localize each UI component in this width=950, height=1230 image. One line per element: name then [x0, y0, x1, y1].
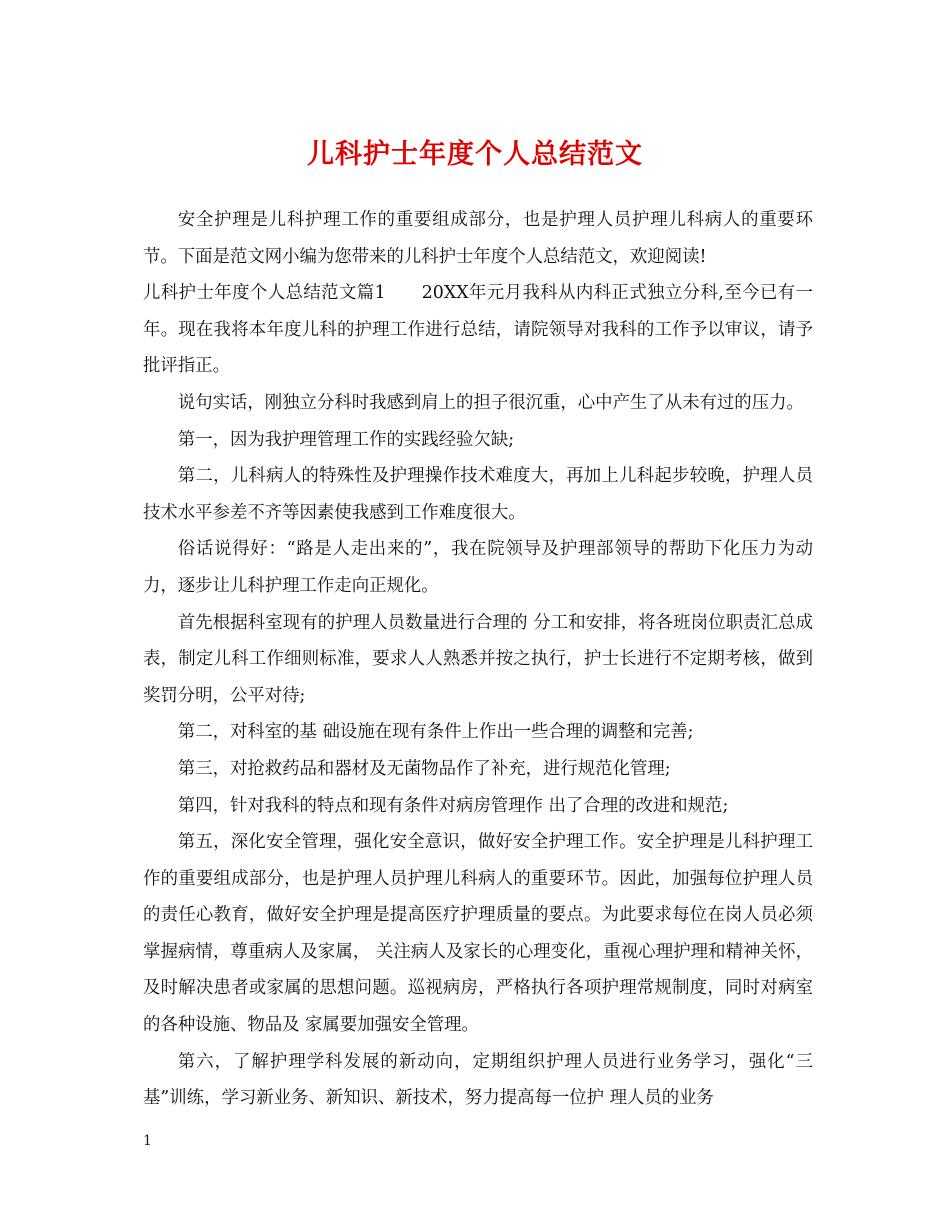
paragraph-training: 第六，了解护理学科发展的新动向，定期组织护理人员进行业务学习，强化“三基”训练，学习新业务、新知识、新技术，努力提高每一位护 理人员的业务: [143, 1051, 813, 1109]
document-body: [143, 202, 813, 1117]
paragraph-facilities: 第二，对科室的基 础设施在现有条件上作出一些合理的调整和完善;: [177, 722, 694, 743]
document-title: 儿科护士年度个人总结范文: [307, 139, 643, 170]
paragraph-safety: 第五，深化安全管理，强化安全意识，做好安全护理工作。安全护理是儿科护理工作的重要组成部分，也是护理人员护理儿科病人的重要环节。因此，加强每位护理人员的责任心教育，做好安全护理是提高医疗护理质量的要点。为此要求每位在岗人员必须掌握病情，尊重病人及家属， 关注病人及家长的心理变化，重视心理护理和精神关怀，及时解决患者或家属的思想问题。巡视病房，严格执行各项护理常规制度，同时对病室的各种设施、物品及 家属要加强安全管理。: [143, 832, 813, 1036]
paragraph-article-start: 儿科护士年度个人总结范文篇1 20XX年元月我科从内科正式独立分科,至今已有一年。现在我将本年度儿科的护理工作进行总结，请院领导对我科的工作予以审议，请予批评指正。: [143, 283, 813, 377]
paragraph-intro: 安全护理是儿科护理工作的重要组成部分，也是护理人员护理儿科病人的重要环节。下面是范文网小编为您带来的儿科护士年度个人总结范文，欢迎阅读!: [143, 210, 813, 267]
paragraph-staffing: 首先根据科室现有的护理人员数量进行合理的 分工和安排，将各班岗位职责汇总成表，制定儿科工作细则标准，要求人人熟悉并按之执行，护士长进行不定期考核，做到奖罚分明，公平对待;: [143, 612, 813, 706]
paragraph-ward-management: 第四，针对我科的特点和现有条件对病房管理作 出了合理的改进和规范;: [177, 795, 729, 816]
paragraph-first: 第一，因为我护理管理工作的实践经验欠缺;: [177, 429, 515, 450]
paragraph-proverb: 俗话说得好：“路是人走出来的”，我在院领导及护理部领导的帮助下化压力为动力，逐步让儿科护理工作走向正规化。: [143, 539, 813, 596]
page-number: 1: [143, 1133, 152, 1149]
paragraph-supplies: 第三，对抢救药品和器材及无菌物品作了补充，进行规范化管理;: [177, 758, 671, 779]
paragraph-pressure: 说句实话，刚独立分科时我感到肩上的担子很沉重，心中产生了从未有过的压力。: [177, 392, 804, 413]
paragraph-second: 第二，儿科病人的特殊性及护理操作技术难度大，再加上儿科起步较晚，护理人员技术水平参差不齐等因素使我感到工作难度很大。: [143, 466, 813, 523]
